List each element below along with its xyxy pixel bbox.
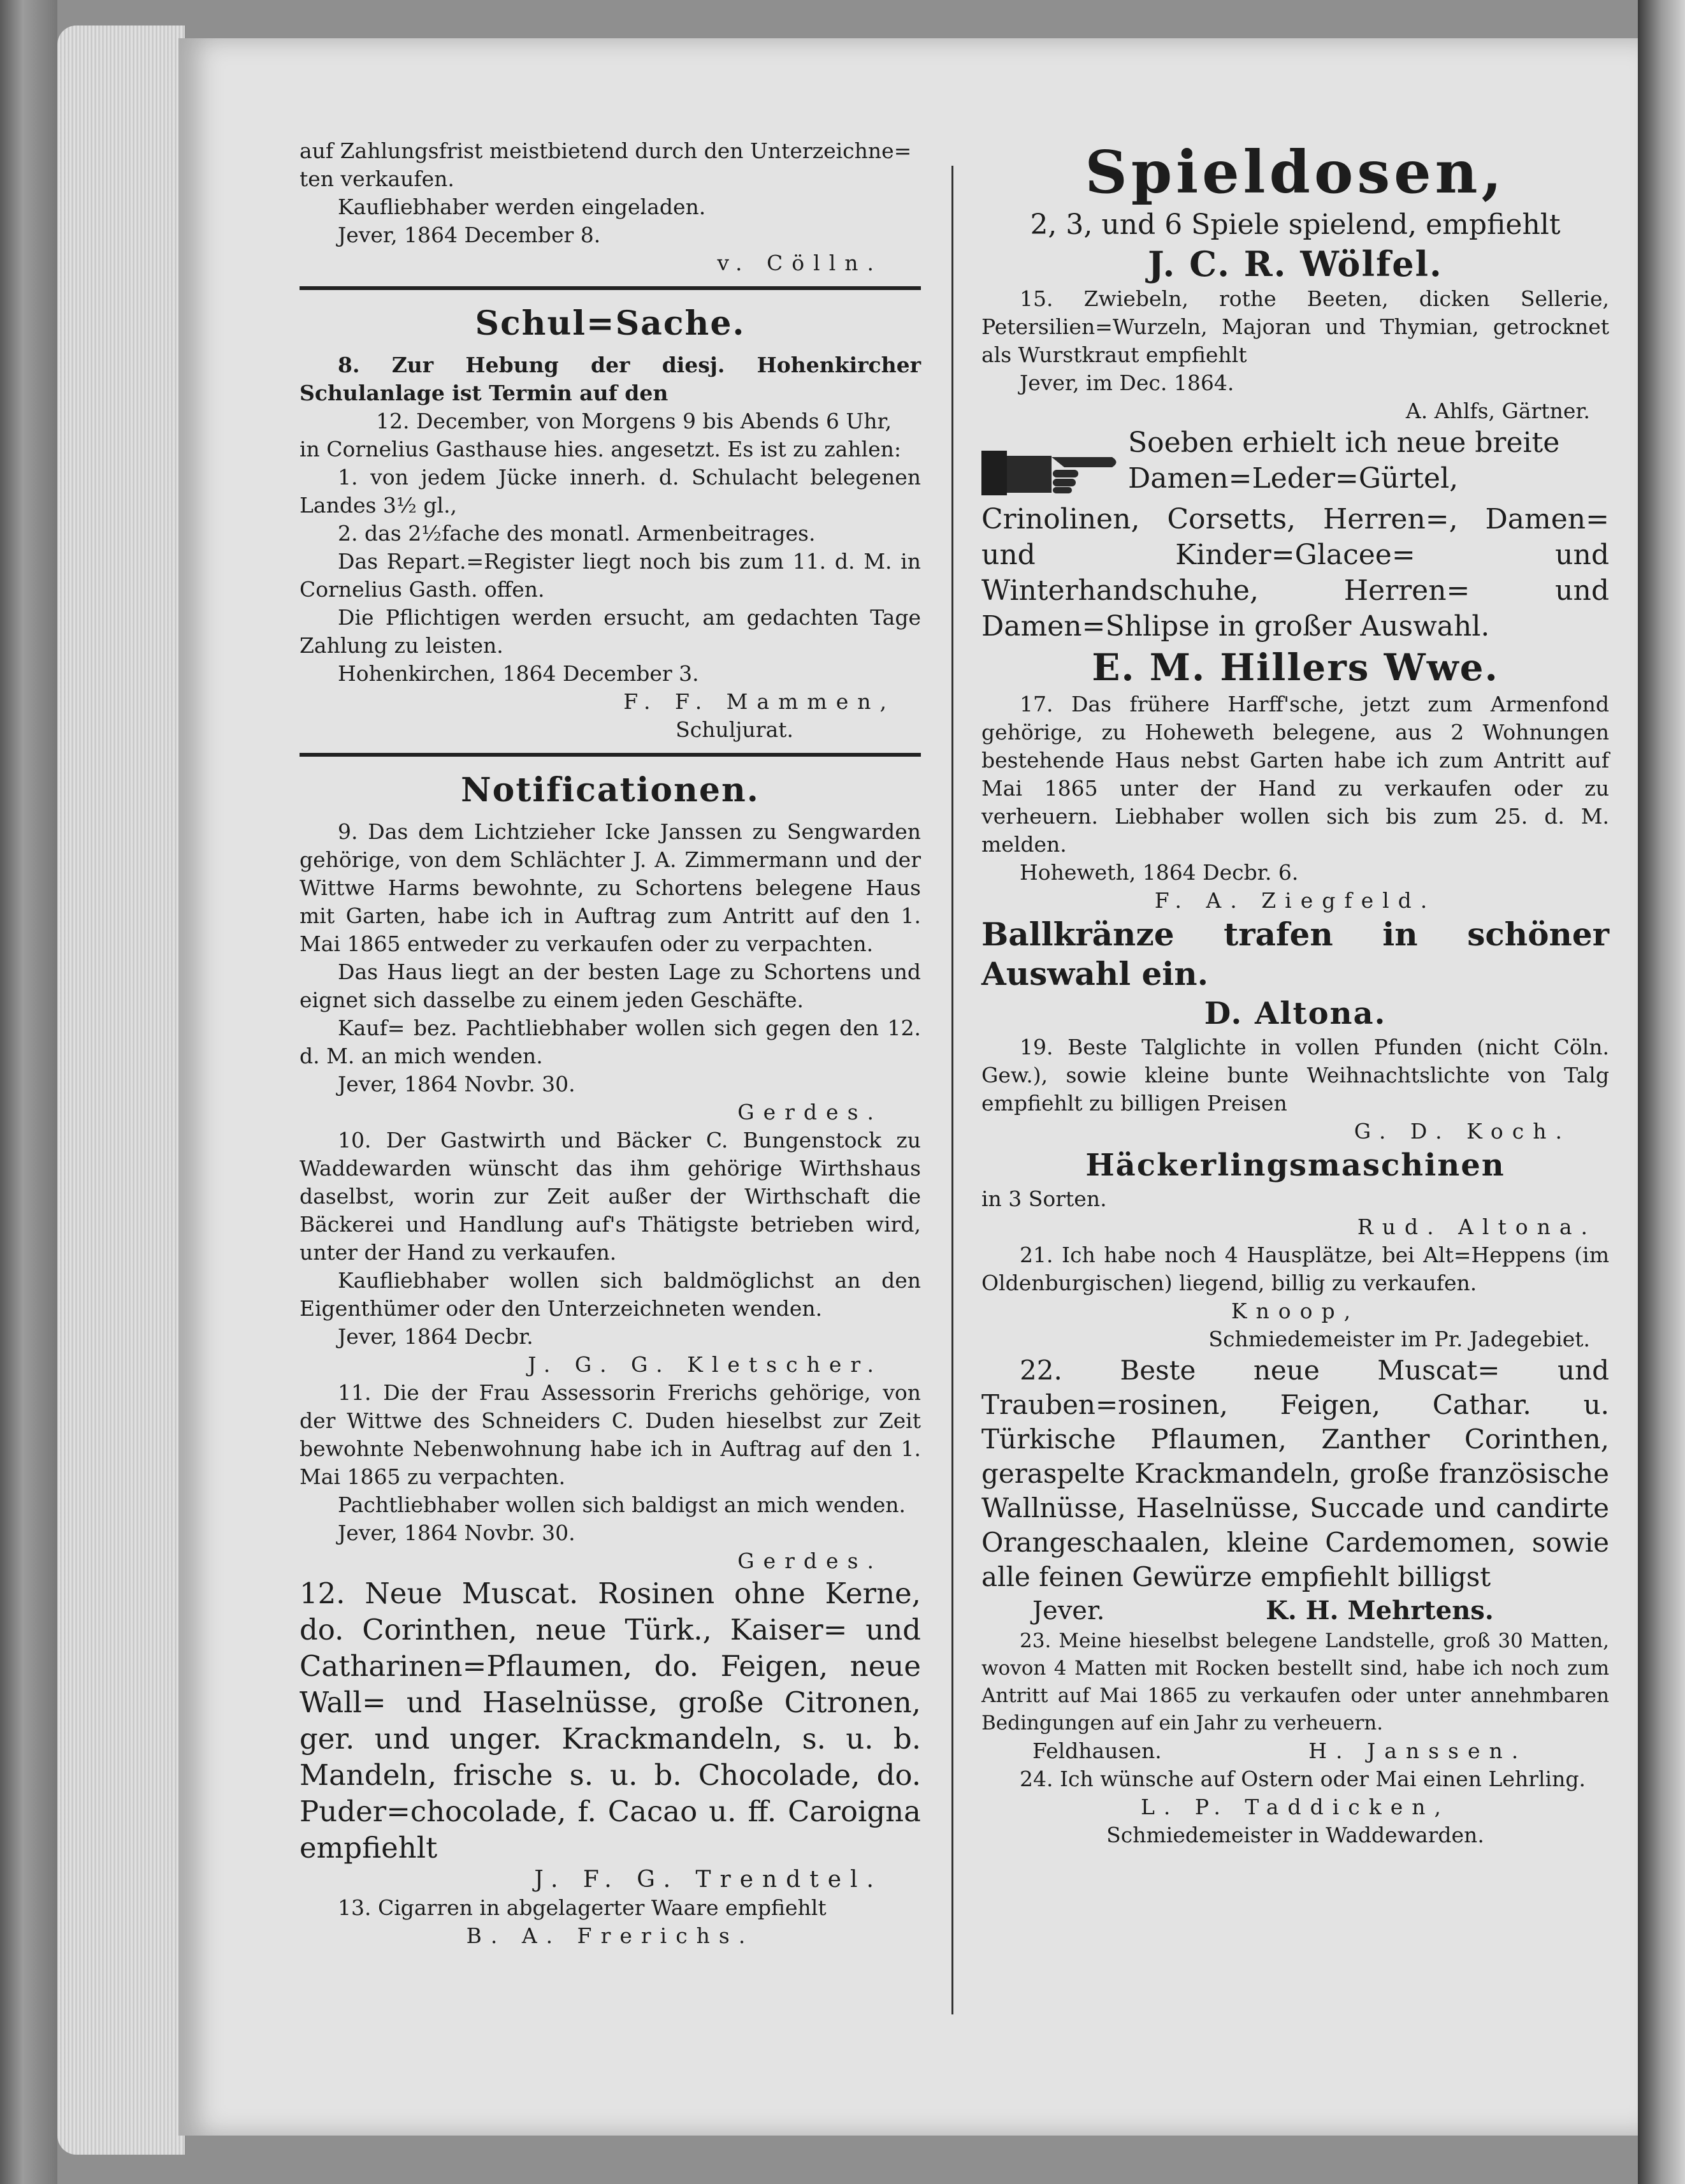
- notice-15: 15. Zwiebeln, rothe Beeten, dicken Sellerie, Petersilien=Wurzeln, Majoran und Thymian, getrocknet als Wurstkraut empfiehlt: [981, 286, 1609, 367]
- column-divider: [951, 166, 953, 2014]
- right-column: [981, 137, 1609, 2049]
- notice-10-signature: J. G. G. Kletscher.: [528, 1352, 883, 1377]
- notice-9-detail: Kauf= bez. Pachtliebhaber wollen sich gegen den 12. d. M. an mich wenden.: [300, 1016, 921, 1068]
- notice-17: 17. Das frühere Harff'sche, jetzt zum Armenfond gehörige, zu Hoheweth belegene, aus 2 Wohnungen bestehende Haus nebst Garten habe ich zum Antritt auf Mai 1865 unter der Hand zu verkaufen oder zu verheuern. Liebhaber wollen sich bis zum 25. d. M. melden.: [981, 692, 1609, 857]
- section-rule: [300, 286, 921, 290]
- notice-23-signature: H. Janssen.: [1308, 1738, 1528, 1763]
- schul-line: Die Pflichtigen werden ersucht, am gedachten Tage Zahlung zu leisten.: [300, 605, 921, 658]
- notice-9-detail: Das Haus liegt an der besten Lage zu Schortens und eignet sich dasselbe zu einem jeden Geschäfte.: [300, 959, 921, 1012]
- notice-22-signature: K. H. Mehrtens.: [1266, 1596, 1494, 1626]
- notice-22-signature-row: [981, 1594, 1609, 1627]
- notice-9-signature: Gerdes.: [737, 1100, 883, 1125]
- schul-line: 8. Zur Hebung der diesj. Hohenkircher Schulanlage ist Termin auf den: [300, 353, 921, 405]
- schul-signature-role: Schuljurat.: [676, 717, 793, 742]
- notice-13-signature: B. A. Frerichs.: [466, 1923, 755, 1948]
- ad-ballkraenze: Ballkränze trafen in schöner Auswahl ein.: [981, 915, 1609, 993]
- schul-line: 12. December, von Morgens 9 bis Abends 6 Uhr,: [376, 409, 892, 433]
- ad-damen-signature: E. M. Hillers Wwe.: [1092, 646, 1499, 689]
- notice-21-signature: Knoop,: [1231, 1299, 1360, 1323]
- notice-11-detail: Pachtliebhaber wollen sich baldigst an mich wenden.: [338, 1492, 906, 1517]
- notice-11-place: Jever, 1864 Novbr. 30.: [338, 1520, 575, 1545]
- notice-10-detail: Kaufliebhaber wollen sich baldmöglichst an den Eigenthümer oder den Unterzeichneten wenden.: [300, 1268, 921, 1321]
- schul-line: in Cornelius Gasthause hies. angesetzt. Es ist zu zahlen:: [300, 437, 901, 462]
- intro-line: auf Zahlungsfrist meistbietend durch den Unterzeichne=: [300, 138, 912, 163]
- section-title-notif: Notificationen.: [461, 771, 760, 810]
- schul-line: 2. das 2½fache des monatl. Armenbeitrages.: [338, 521, 816, 546]
- intro-line: ten verkaufen.: [300, 166, 454, 191]
- notice-24-role: Schmiedemeister in Waddewarden.: [1106, 1823, 1484, 1847]
- notice-24: 24. Ich wünsche auf Ostern oder Mai einen Lehrling.: [1020, 1766, 1586, 1791]
- intro-signature: v. Cölln.: [717, 251, 883, 275]
- ad-haeckerling-signature: Rud. Altona.: [1357, 1214, 1596, 1239]
- schul-line: Das Repart.=Register liegt noch bis zum 11. d. M. in Cornelius Gasth. offen.: [300, 549, 921, 602]
- section-title-schul: Schul=Sache.: [475, 304, 746, 343]
- notice-10: 10. Der Gastwirth und Bäcker C. Bungenstock zu Waddewarden wünscht das ihm gehörige Wirthshaus daselbst, worin zur Zeit außer der Wirthschaft die Bäckerei und Handlung auf's Thätigste betrieben wird, unter der Hand zu verkaufen.: [300, 1128, 921, 1265]
- notice-17-place: Hoheweth, 1864 Decbr. 6.: [1020, 860, 1299, 885]
- notice-19: 19. Beste Talglichte in vollen Pfunden (nicht Cöln. Gew.), sowie kleine bunte Weihnachtslichte von Talg empfiehlt zu billigen Preisen: [981, 1035, 1609, 1116]
- notice-21-role: Schmiedemeister im Pr. Jadegebiet.: [1208, 1327, 1590, 1351]
- pointing-hand-icon: [981, 438, 1122, 502]
- intro-invite: Kaufliebhaber werden eingeladen.: [338, 194, 706, 219]
- left-column: [300, 137, 921, 2049]
- schul-line: 1. von jedem Jücke innerh. d. Schulacht belegenen Landes 3½ gl.,: [300, 465, 921, 518]
- notice-23-place: Feldhausen.: [1032, 1738, 1162, 1763]
- notice-22-place: Jever.: [1032, 1596, 1105, 1626]
- notice-12: 12. Neue Muscat. Rosinen ohne Kerne, do. Corinthen, neue Türk., Kaiser= und Catharinen=Pflaumen, do. Feigen, neue Wall= und Haselnüsse, große Citronen, ger. und unger. Krackmandeln, s. u. b. Mandeln, frische s. u. b. Chocolade, do. Puder=chocolade, f. Cacao u. ff. Caroigna empfiehlt: [300, 1576, 921, 1865]
- schul-line: Hohenkirchen, 1864 December 3.: [338, 661, 699, 686]
- ad-haeckerling-title: Häckerlingsmaschinen: [1085, 1147, 1505, 1183]
- notice-24-signature: L. P. Taddicken,: [1140, 1795, 1450, 1819]
- notice-21: 21. Ich habe noch 4 Hausplätze, bei Alt=Heppens (im Oldenburgischen) liegend, billig zu verkaufen.: [981, 1242, 1609, 1295]
- notice-11: 11. Die der Frau Assessorin Frerichs gehörige, von der Wittwe des Schneiders C. Duden hieselbst zur Zeit bewohnte Nebenwohnung habe ich in Auftrag auf den 1. Mai 1865 zu verpachten.: [300, 1380, 921, 1489]
- book-edge: [0, 0, 57, 2184]
- facing-page-edge: [1638, 0, 1685, 2184]
- notice-13: 13. Cigarren in abgelagerter Waare empfiehlt: [338, 1895, 827, 1920]
- notice-9: 9. Das dem Lichtzieher Icke Janssen zu Sengwarden gehörige, von dem Schlächter J. A. Zimmermann und der Wittwe Harms bewohnte, zu Schortens belegene Haus mit Garten, habe ich in Auftrag zum Antritt auf den 1. Mai 1865 entweder zu verkaufen oder zu verpachten.: [300, 819, 921, 956]
- ad-spieldosen-signature: J. C. R. Wölfel.: [1148, 244, 1443, 284]
- notice-23-signature-row: [981, 1737, 1609, 1765]
- notice-15-signature: A. Ahlfs, Gärtner.: [1405, 398, 1590, 423]
- ad-damen-lead-text: Soeben erhielt ich neue breite Damen=Leder=Gürtel,: [1128, 426, 1560, 495]
- notice-9-place: Jever, 1864 Novbr. 30.: [338, 1072, 575, 1096]
- ad-spieldosen-line: 2, 3, und 6 Spiele spielend, empfiehlt: [1030, 208, 1561, 241]
- intro-place: Jever, 1864 December 8.: [338, 222, 601, 247]
- notice-19-signature: G. D. Koch.: [1354, 1119, 1571, 1144]
- ad-damen-lead: [981, 425, 1609, 502]
- schul-signature: F. F. Mammen,: [623, 689, 895, 714]
- section-rule: [300, 753, 921, 757]
- notice-11-signature: Gerdes.: [737, 1548, 883, 1573]
- notice-12-signature: J. F. G. Trendtel.: [534, 1867, 883, 1893]
- page-stack: [57, 25, 185, 2155]
- notice-22: 22. Beste neue Muscat= und Trauben=rosinen, Feigen, Cathar. u. Türkische Pflaumen, Zanther Corinthen, geraspelte Krackmandeln, große französische Wallnüsse, Haselnüsse, Succade und candirte Orangeschaalen, kleine Cardemomen, sowie alle feinen Gewürze empfiehlt billigst: [981, 1355, 1609, 1592]
- notice-10-place: Jever, 1864 Decbr.: [338, 1324, 533, 1349]
- notice-23: 23. Meine hieselbst belegene Landstelle, groß 30 Matten, wovon 4 Matten mit Rocken bestellt sind, habe ich noch zum Antritt auf Mai 1865 zu verkaufen oder unter annehmbaren Bedingungen auf ein Jahr zu verheuern.: [981, 1629, 1609, 1735]
- ad-haeckerling-line: in 3 Sorten.: [981, 1186, 1107, 1211]
- ad-spieldosen-title: Spieldosen,: [1085, 138, 1506, 207]
- notice-15-place: Jever, im Dec. 1864.: [1020, 370, 1234, 395]
- ad-ballkraenze-signature: D. Altona.: [1204, 996, 1387, 1031]
- ad-damen-body: Crinolinen, Corsetts, Herren=, Damen= und Kinder=Glacee= und Winterhandschuhe, Herren= und Damen=Shlipse in großer Auswahl.: [981, 503, 1609, 643]
- notice-17-signature: F. A. Ziegfeld.: [1154, 888, 1436, 913]
